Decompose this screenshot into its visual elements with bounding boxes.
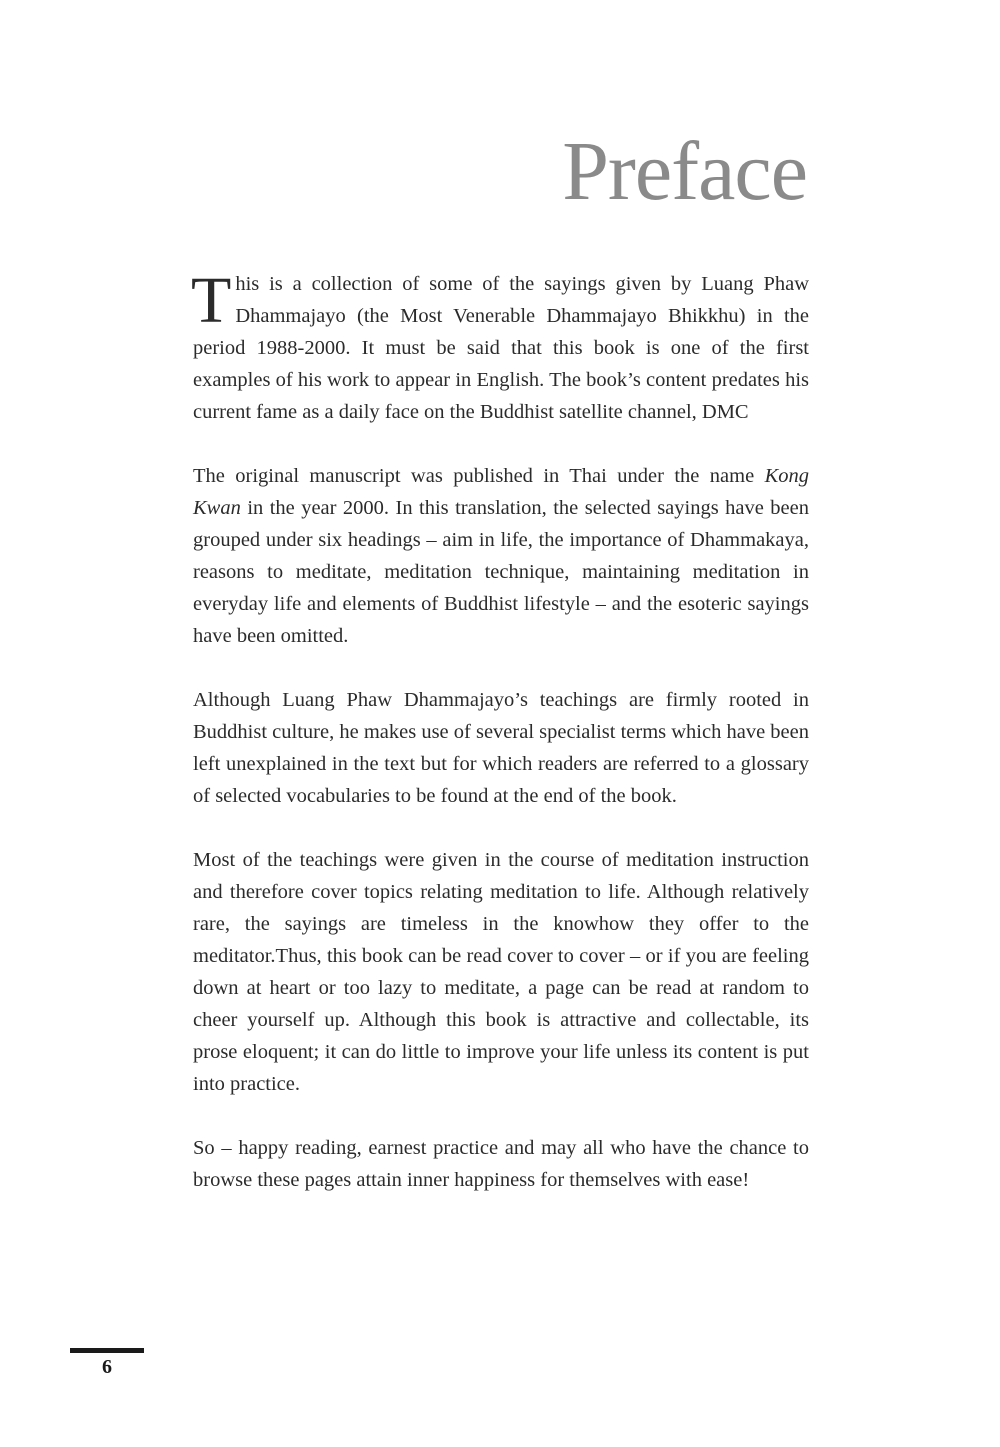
paragraph-teachings: Most of the teachings were given in the course of meditation instruction and therefore cover topics relating meditation to life. Although relatively rare, the sayings are timeless in the knowhow they offer to the meditator.Thus, this book can be read cover to cover – or if you are feeling down at heart or too lazy to meditate, a page can be read at random to cheer yourself up. Although this book is attractive and collectable, its prose eloquent; it can do little to improve your life unless its content is put into practice. (193, 849, 809, 1095)
page-title: Preface (562, 125, 807, 218)
paragraph-manuscript-rest: in the year 2000. In this translation, the selected sayings have been grouped under six headings – aim in life, the importance of Dhammakaya, reasons to meditate, meditation technique, maintaining meditation in everyday life and elements of Buddhist lifestyle – and the esoteric sayings have been omitted. (193, 497, 809, 647)
paragraph-closing: So – happy reading, earnest practice and may all who have the chance to browse these pages attain inner happiness for themselves with ease! (193, 1137, 809, 1191)
paragraph-intro (191, 264, 809, 428)
preface-body (191, 264, 809, 1228)
paragraph-manuscript (193, 460, 809, 652)
book-title-italic: Kong Kwan (193, 465, 809, 519)
drop-cap: T (191, 264, 232, 337)
paragraph-intro-text: his is a collection of some of the sayings given by Luang Phaw Dhammajayo (the Most Venerable Dhammajayo Bhikkhu) in the period 1988-2000. It must be said that this book is one of the first examples of his work to appear in English. The book’s content predates his current fame as a daily face on the Buddhist satellite channel, DMC (193, 273, 809, 423)
footer-rule (70, 1348, 144, 1353)
page-number: 6 (102, 1356, 112, 1378)
paragraph-manuscript-lead: The original manuscript was published in Thai under the name (193, 465, 765, 487)
paragraph-glossary: Although Luang Phaw Dhammajayo’s teachings are firmly rooted in Buddhist culture, he makes use of several specialist terms which have been left unexplained in the text but for which readers are referred to a glossary of selected vocabularies to be found at the end of the book. (193, 689, 809, 807)
